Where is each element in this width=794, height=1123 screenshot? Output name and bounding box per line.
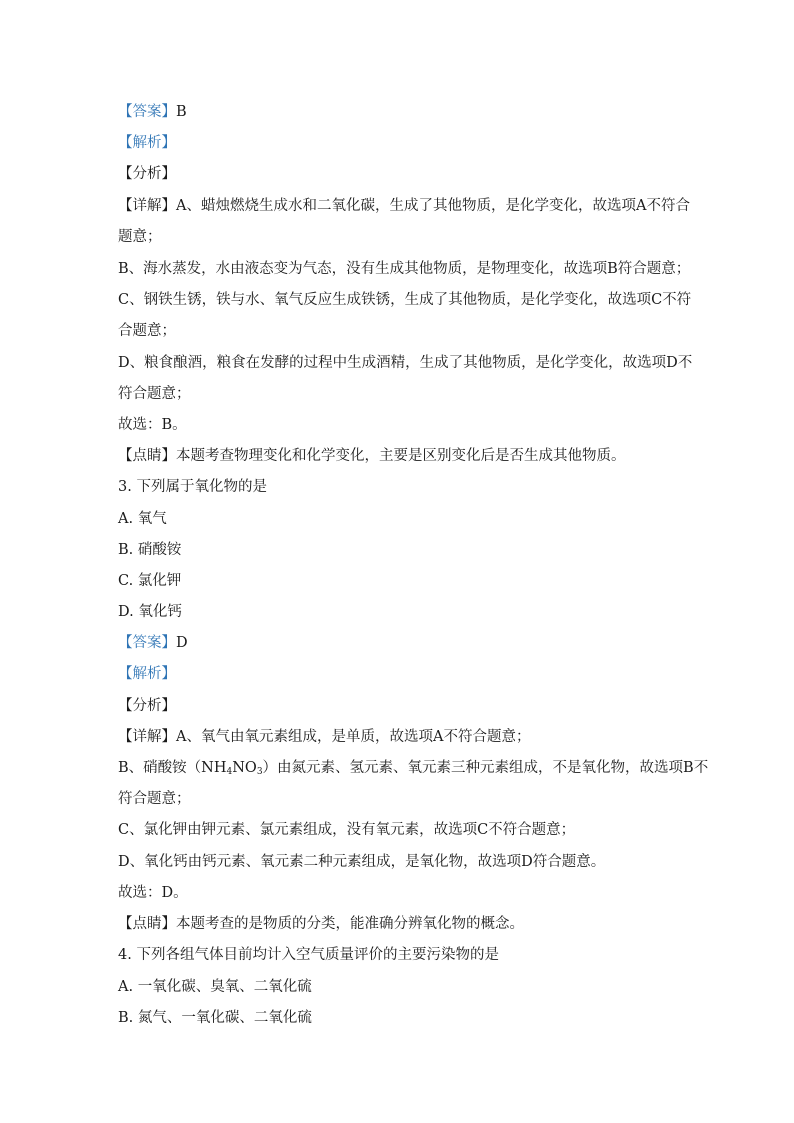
q2-detail-d-line1: D、粮食酿酒，粮食在发酵的过程中生成酒精，生成了其他物质，是化学变化，故选项D不 — [118, 355, 693, 371]
q3-detail-a-line — [118, 727, 678, 747]
q4-option-a: A. 一氧化碳、臭氧、二氧化硫 — [118, 979, 312, 995]
answer-tag: 【答案】 — [118, 635, 176, 651]
q2-point-line — [118, 446, 678, 466]
q2-detail-c-line2: 合题意； — [118, 323, 176, 339]
q3-detail-c: C、氯化钾由钾元素、氯元素组成，没有氧元素，故选项C不符合题意； — [118, 822, 576, 838]
detail-b-post: ）由氮元素、氢元素、氧元素三种元素组成，不是氧化物，故选项B不 — [262, 760, 709, 776]
analysis-tag: 【解析】 — [118, 666, 176, 682]
q2-conclusion: 故选：B。 — [118, 417, 187, 433]
detail-tag: 【详解】 — [118, 198, 176, 214]
subscript-4: 4 — [226, 767, 233, 777]
q3-option-b: B. 硝酸铵 — [118, 542, 182, 558]
q2-answer-line — [118, 102, 678, 122]
subscript-3: 3 — [256, 767, 263, 777]
answer-value: D — [176, 635, 188, 651]
q3-conclusion: 故选：D。 — [118, 885, 188, 901]
point-text: 本题考查的是物质的分类，能准确分辨氧化物的概念。 — [176, 916, 524, 932]
analysis-tag: 【解析】 — [118, 135, 176, 151]
q2-detail-b: B、海水蒸发，水由液态变为气态，没有生成其他物质，是物理变化，故选项B符合题意； — [118, 261, 691, 277]
detail-a-text: A、蜡烛燃烧生成水和二氧化碳，生成了其他物质，是化学变化，故选项A不符合 — [176, 198, 690, 214]
q2-detail-a-line1 — [118, 196, 690, 216]
q2-detail-c-line1: C、钢铁生锈，铁与水、氧气反应生成铁锈，生成了其他物质，是化学变化，故选项C不符 — [118, 292, 692, 308]
q2-detail-a-line2: 题意； — [118, 229, 162, 245]
q2-detail-d-line2: 符合题意； — [118, 386, 191, 402]
detail-b-pre: B、硝酸铵（NH — [118, 760, 227, 776]
answer-tag: 【答案】 — [118, 104, 176, 120]
q3-stem: 3. 下列属于氧化物的是 — [118, 479, 267, 495]
q3-detail-b-line1 — [118, 758, 709, 782]
point-tag: 【点睛】 — [118, 448, 176, 464]
q3-point-line — [118, 914, 678, 934]
q3-detail-b-line2: 符合题意； — [118, 791, 191, 807]
point-text: 本题考查物理变化和化学变化，主要是区别变化后是否生成其他物质。 — [176, 448, 626, 464]
q3-option-d: D. 氧化钙 — [118, 604, 182, 620]
q4-stem: 4. 下列各组气体目前均计入空气质量评价的主要污染物的是 — [118, 947, 499, 963]
point-tag: 【点睛】 — [118, 916, 176, 932]
fenxi-tag: 【分析】 — [118, 698, 176, 714]
answer-value: B — [176, 104, 187, 120]
detail-a-text: A、氧气由氧元素组成，是单质，故选项A不符合题意； — [176, 729, 531, 745]
q4-option-b: B. 氮气、一氧化碳、二氧化硫 — [118, 1010, 312, 1026]
detail-b-mid: NO — [232, 760, 257, 776]
q3-option-a: A. 氧气 — [118, 511, 167, 527]
detail-tag: 【详解】 — [118, 729, 176, 745]
q3-option-c: C. 氯化钾 — [118, 573, 182, 589]
fenxi-tag: 【分析】 — [118, 166, 176, 182]
q3-detail-d: D、氧化钙由钙元素、氧元素二种元素组成，是氧化物，故选项D符合题意。 — [118, 854, 606, 870]
q3-answer-line — [118, 633, 678, 653]
